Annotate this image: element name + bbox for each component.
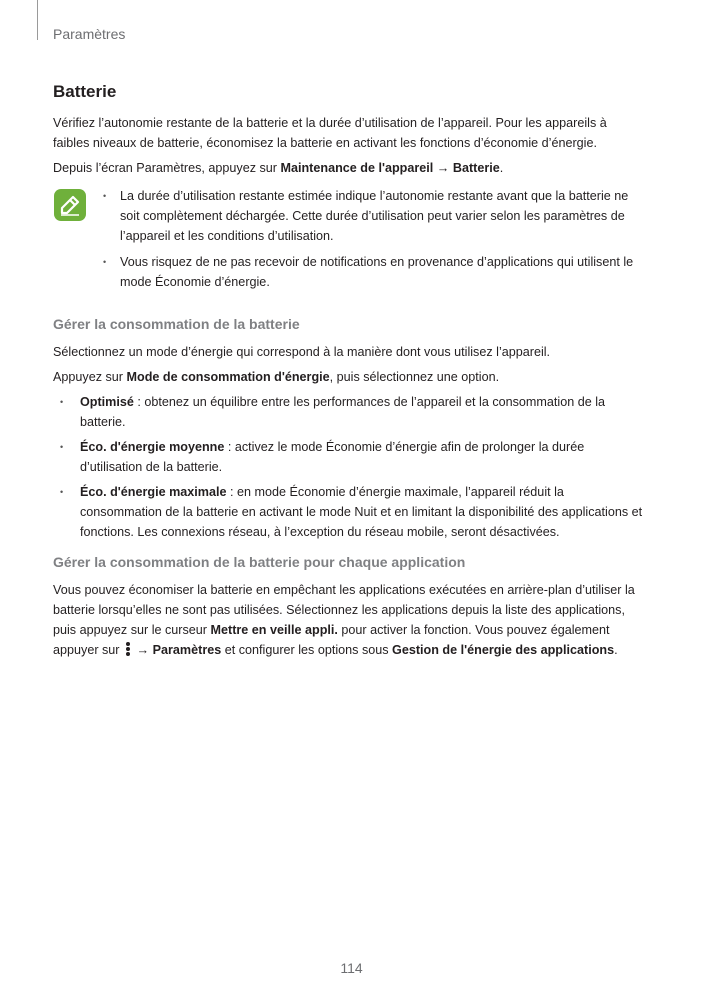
battery-path: Depuis l’écran Paramètres, appuyez sur Maintenance de l'appareil → Batterie. [53, 161, 504, 175]
more-options-icon [125, 641, 131, 657]
margin-rule [37, 0, 38, 40]
settings-label: Paramètres [152, 643, 222, 657]
manage-p2: Appuyez sur Mode de consommation d'énergie, puis sélectionnez une option. [53, 370, 500, 384]
option-name: Éco. d'énergie maximale [80, 485, 227, 499]
mode-options [53, 392, 645, 542]
option-item: • Éco. d'énergie moyenne : activez le mode Économie d’énergie afin de prolonger la durée d’utilisation de la batterie. [53, 437, 645, 477]
battery-intro: Vérifiez l’autonomie restante de la batterie et la durée d’utilisation de l’appareil. Pour les appareils à faibles niveaux de batterie, économisez la batterie en activant les fonctions d’économie d’énergie. [53, 116, 607, 150]
manage-heading: Gérer la consommation de la batterie [53, 316, 300, 332]
app-sleep-label: Mettre en veille appli. [210, 623, 338, 637]
page-content [53, 82, 645, 665]
page-number: 114 [340, 960, 363, 976]
section-header: Paramètres [53, 26, 126, 42]
note-item: • La durée d’utilisation restante estimée indique l’autonomie restante avant que la batterie ne soit complètement déchargée. Cette durée d’utilisation peut varier selon les paramètres de l’appareil et les conditions d’utilisation. [100, 186, 645, 246]
manage-p1: Sélectionnez un mode d’énergie qui correspond à la manière dont vous utilisez l’appareil. [53, 345, 551, 359]
maintenance-label: Maintenance de l'appareil [280, 161, 434, 175]
option-name: Éco. d'énergie moyenne [80, 440, 225, 454]
battery-label: Batterie [452, 161, 500, 175]
option-name: Optimisé [80, 395, 134, 409]
note-icon [53, 188, 87, 222]
option-item: • Éco. d'énergie maximale : en mode Économie d’énergie maximale, l’appareil réduit la consommation de la batterie en activant le mode Nuit et en limitant la disponibilité des applications et fonctions. Les connexions réseau, à l’exception du réseau mobile, seront désactivées. [53, 482, 645, 542]
per-app-heading: Gérer la consommation de la batterie pour chaque application [53, 554, 466, 570]
power-mode-label: Mode de consommation d'énergie [126, 370, 330, 384]
note-list [100, 186, 645, 298]
per-app-text: Vous pouvez économiser la batterie en empêchant les applications exécutées en arrière-plan d’utiliser la batterie lorsqu’elles ne sont pas utilisées. Sélectionnez les applications depuis la liste des applications, puis appuyez sur le curseur Mettre en veille appli. pour activer la fonction. Vous pouvez également appuyer sur → Paramètres et configurer les options sous Gestion de l'énergie des applications. [53, 583, 635, 657]
note-block [53, 186, 645, 298]
note-item: • Vous risquez de ne pas recevoir de notifications en provenance d’applications qui utilisent le mode Économie d’énergie. [100, 252, 645, 292]
option-item: • Optimisé : obtenez un équilibre entre les performances de l’appareil et la consommation de la batterie. [53, 392, 645, 432]
app-power-management-label: Gestion de l'énergie des applications [392, 643, 615, 657]
battery-heading: Batterie [53, 82, 117, 101]
